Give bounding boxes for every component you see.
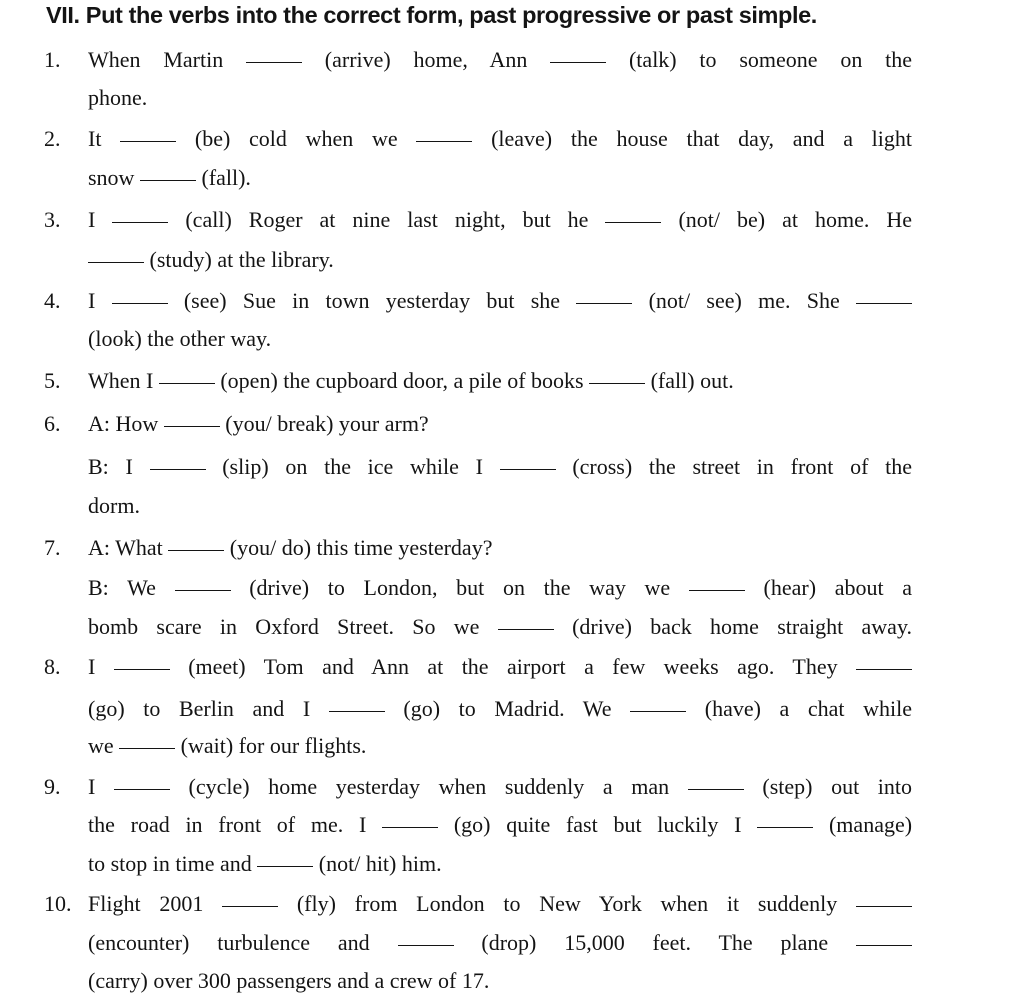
- line-text: (see) Sue in town yesterday but she: [183, 288, 561, 313]
- line-text: phone.: [88, 85, 148, 110]
- line-text: (you/ break) your arm?: [225, 411, 429, 436]
- exercise-line: [88, 612, 912, 642]
- line-text: A: How: [88, 411, 159, 436]
- answer-blank[interactable]: [605, 221, 661, 223]
- answer-blank[interactable]: [164, 425, 220, 427]
- exercise-line: [88, 366, 912, 396]
- answer-blank[interactable]: [416, 140, 472, 142]
- line-text: (fall).: [201, 165, 251, 190]
- exercise-line: [88, 163, 912, 193]
- answer-blank[interactable]: [257, 865, 313, 867]
- exercise-line: [88, 409, 912, 439]
- exercise-line: [88, 124, 912, 154]
- answer-blank[interactable]: [856, 302, 912, 304]
- exercise-line: [88, 573, 912, 603]
- line-text: (fly) from London to New York when it suddenly: [296, 891, 838, 916]
- line-text: (not/ see) me. She: [648, 288, 840, 313]
- answer-blank[interactable]: [856, 944, 912, 946]
- line-text: B: I: [88, 454, 133, 479]
- line-text: (look) the other way.: [88, 326, 272, 351]
- answer-blank[interactable]: [500, 468, 556, 470]
- answer-blank[interactable]: [112, 221, 168, 223]
- item-number: 6.: [44, 411, 61, 436]
- line-text: (cross) the street in front of the: [572, 454, 912, 479]
- answer-blank[interactable]: [112, 302, 168, 304]
- exercise-line: [88, 533, 912, 563]
- line-text: snow: [88, 165, 135, 190]
- line-text: dorm.: [88, 493, 140, 518]
- line-text: bomb scare in Oxford Street. So we: [88, 614, 480, 639]
- line-text: A: What: [88, 535, 163, 560]
- line-text: (arrive) home, Ann: [324, 47, 528, 72]
- answer-blank[interactable]: [159, 382, 215, 384]
- item-number: 4.: [44, 288, 61, 313]
- line-text: B: We: [88, 575, 156, 600]
- line-text: the road in front of me. I: [88, 812, 367, 837]
- line-text: (manage): [828, 812, 913, 837]
- answer-blank[interactable]: [757, 826, 813, 828]
- exercise-line: [88, 652, 912, 682]
- exercise-line: [88, 324, 912, 354]
- line-text: Flight 2001: [88, 891, 204, 916]
- answer-blank[interactable]: [246, 61, 302, 63]
- answer-blank[interactable]: [498, 628, 554, 630]
- answer-blank[interactable]: [120, 140, 176, 142]
- answer-blank[interactable]: [550, 61, 606, 63]
- line-text: (go) to Berlin and I: [88, 696, 311, 721]
- item-number: 1.: [44, 47, 61, 72]
- line-text: I: [88, 207, 96, 232]
- exercise-line: [88, 694, 912, 724]
- exercise-line: [88, 810, 912, 840]
- line-text: I: [88, 288, 96, 313]
- line-text: When Martin: [88, 47, 224, 72]
- line-text: (hear) about a: [763, 575, 913, 600]
- line-text: we: [88, 733, 114, 758]
- line-text: I: [88, 654, 96, 679]
- item-number: 9.: [44, 774, 61, 799]
- exercise-line: [88, 83, 912, 113]
- answer-blank[interactable]: [398, 944, 454, 946]
- answer-blank[interactable]: [168, 549, 224, 551]
- line-text: (drive) to London, but on the way we: [249, 575, 671, 600]
- answer-blank[interactable]: [140, 179, 196, 181]
- line-text: (not/ hit) him.: [318, 851, 442, 876]
- answer-blank[interactable]: [88, 261, 144, 263]
- line-text: (open) the cupboard door, a pile of books: [220, 368, 584, 393]
- exercise-line: [88, 849, 912, 879]
- exercise-line: [88, 45, 912, 75]
- exercise-line: [88, 928, 912, 958]
- line-text: (not/ be) at home. He: [678, 207, 913, 232]
- line-text: (you/ do) this time yesterday?: [229, 535, 493, 560]
- answer-blank[interactable]: [688, 788, 744, 790]
- line-text: (drop) 15,000 feet. The plane: [481, 930, 829, 955]
- line-text: (slip) on the ice while I: [222, 454, 483, 479]
- answer-blank[interactable]: [119, 747, 175, 749]
- line-text: When I: [88, 368, 154, 393]
- exercise-line: [88, 491, 912, 521]
- exercise-line: [88, 772, 912, 802]
- answer-blank[interactable]: [856, 668, 912, 670]
- answer-blank[interactable]: [175, 589, 231, 591]
- item-number: 2.: [44, 126, 61, 151]
- exercise-line: [88, 731, 912, 761]
- exercise-line: [88, 286, 912, 316]
- line-text: (fall) out.: [650, 368, 734, 393]
- line-text: (go) quite fast but luckily I: [453, 812, 742, 837]
- line-text: (encounter) turbulence and: [88, 930, 370, 955]
- line-text: I: [88, 774, 96, 799]
- exercise-line: [88, 245, 912, 275]
- answer-blank[interactable]: [150, 468, 206, 470]
- answer-blank[interactable]: [630, 710, 686, 712]
- line-text: (carry) over 300 passengers and a crew of 17.: [88, 968, 490, 993]
- item-number: 5.: [44, 368, 61, 393]
- line-text: (drive) back home straight away.: [572, 614, 913, 639]
- line-text: (cycle) home yesterday when suddenly a man: [188, 774, 670, 799]
- answer-blank[interactable]: [856, 905, 912, 907]
- answer-blank[interactable]: [114, 668, 170, 670]
- exercise-line: [88, 452, 912, 482]
- line-text: It: [88, 126, 102, 151]
- exercise-heading: VII. Put the verbs into the correct form, past progressive or past simple.: [46, 2, 817, 28]
- line-text: (talk) to someone on the: [628, 47, 913, 72]
- item-number: 10.: [44, 891, 72, 916]
- line-text: to stop in time and: [88, 851, 252, 876]
- item-number: 7.: [44, 535, 61, 560]
- exercise-line: [88, 889, 912, 919]
- answer-blank[interactable]: [222, 905, 278, 907]
- item-number: 3.: [44, 207, 61, 232]
- answer-blank[interactable]: [382, 826, 438, 828]
- item-number: 8.: [44, 654, 61, 679]
- answer-blank[interactable]: [576, 302, 632, 304]
- answer-blank[interactable]: [329, 710, 385, 712]
- line-text: (have) a chat while: [704, 696, 913, 721]
- line-text: (wait) for our flights.: [180, 733, 367, 758]
- line-text: (step) out into: [762, 774, 913, 799]
- line-text: (leave) the house that day, and a light: [491, 126, 913, 151]
- line-text: (be) cold when we: [194, 126, 398, 151]
- line-text: (study) at the library.: [149, 247, 334, 272]
- line-text: (call) Roger at nine last night, but he: [185, 207, 589, 232]
- exercise-line: [88, 966, 912, 996]
- line-text: (go) to Madrid. We: [403, 696, 612, 721]
- line-text: (meet) Tom and Ann at the airport a few weeks ago. They: [188, 654, 838, 679]
- answer-blank[interactable]: [589, 382, 645, 384]
- answer-blank[interactable]: [689, 589, 745, 591]
- exercise-line: [88, 205, 912, 235]
- answer-blank[interactable]: [114, 788, 170, 790]
